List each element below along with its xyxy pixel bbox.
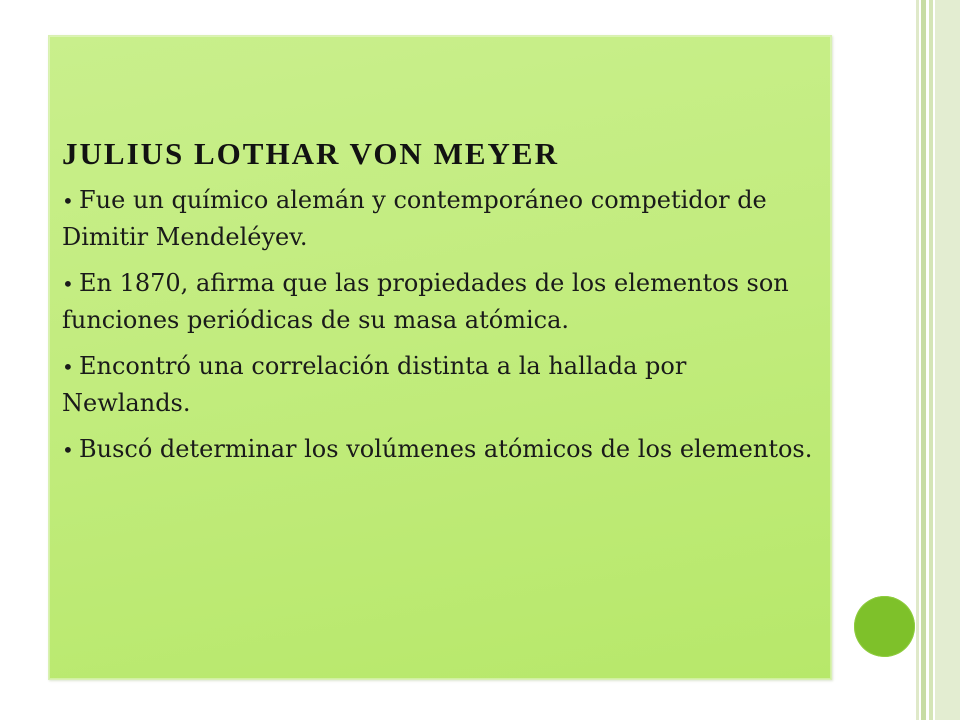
- bullet-item: [62, 182, 822, 255]
- bullet-icon: •: [62, 438, 74, 462]
- bullet-item: [62, 348, 822, 421]
- bullet-icon: •: [62, 189, 74, 213]
- bullet-text: En 1870, afirma que las propiedades de los elementos son funciones periódicas de su masa atómica.: [62, 269, 789, 334]
- bullet-icon: •: [62, 272, 74, 296]
- decorative-circle: [854, 596, 915, 657]
- bullet-text: Encontró una correlación distinta a la hallada por Newlands.: [62, 352, 687, 417]
- slide-content: [62, 136, 822, 478]
- stripe: [935, 0, 960, 720]
- slide-title: JULIUS LOTHAR VON MEYER: [62, 136, 559, 171]
- decorative-stripes: [916, 0, 960, 720]
- bullet-item: [62, 431, 822, 468]
- bullet-text: Buscó determinar los volúmenes atómicos de los elementos.: [79, 435, 813, 463]
- bullet-text: Fue un químico alemán y contemporáneo competidor de Dimitir Mendeléyev.: [62, 186, 767, 251]
- bullet-list: [62, 182, 822, 468]
- bullet-icon: •: [62, 355, 74, 379]
- bullet-item: [62, 265, 822, 338]
